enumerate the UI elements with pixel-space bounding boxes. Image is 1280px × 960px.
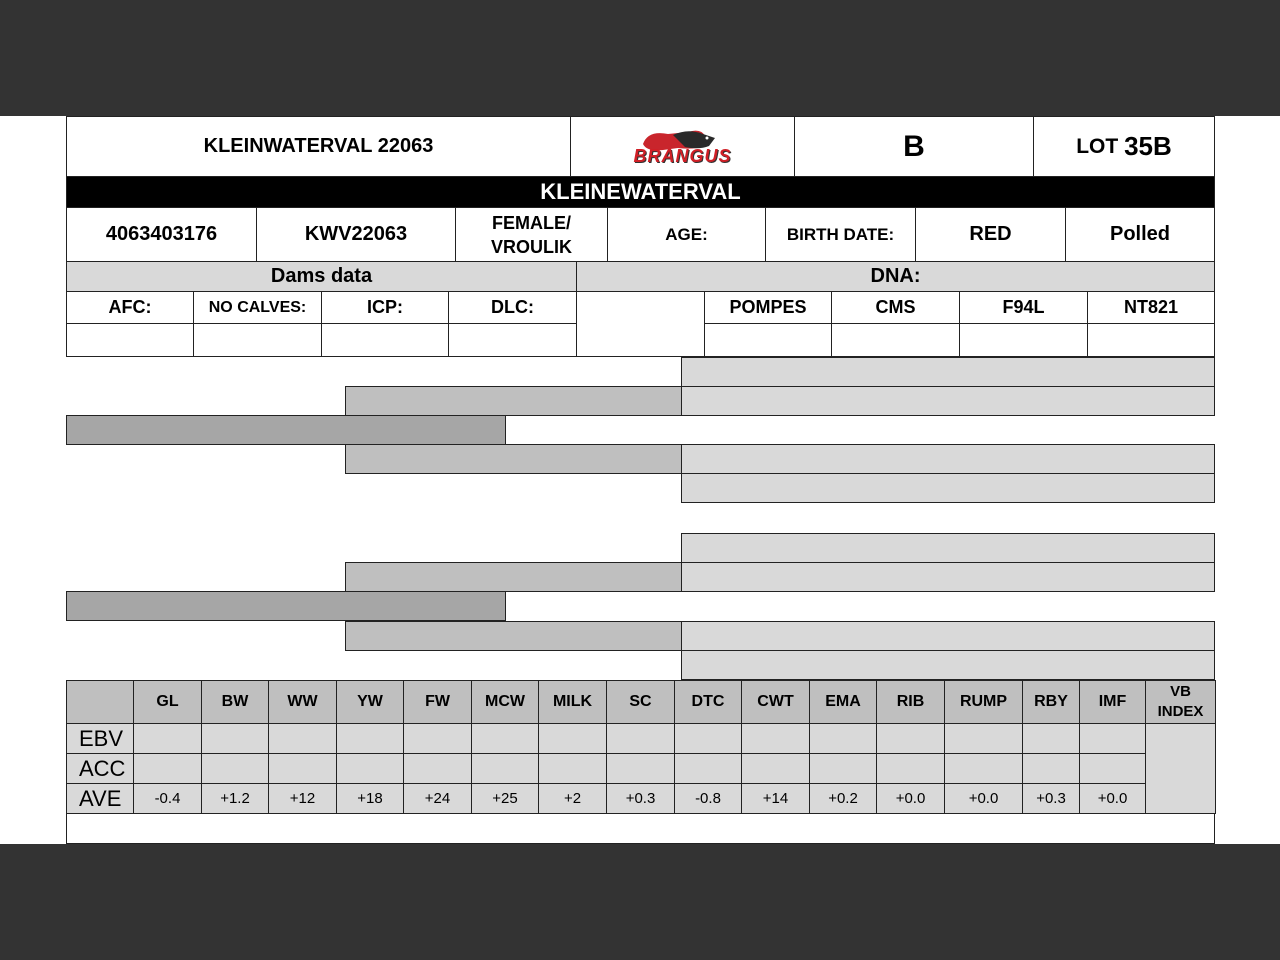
logo-wordmark: BRANGUS bbox=[633, 146, 732, 166]
dna-value-pompes bbox=[704, 323, 832, 357]
ebv-value-acc-dtc bbox=[674, 753, 742, 784]
ebv-header-gl: GL bbox=[133, 680, 202, 724]
ebv-value-ebv-bw bbox=[201, 723, 269, 754]
pedigree-ggs-1 bbox=[681, 357, 1215, 387]
ebv-value-ebv-sc bbox=[606, 723, 675, 754]
ebv-header-milk: MILK bbox=[538, 680, 607, 724]
ebv-value-acc-gl bbox=[133, 753, 202, 784]
tag-number: KWV22063 bbox=[256, 207, 456, 262]
dams-field-dlc: DLC: bbox=[448, 291, 577, 324]
ebv-header-ema: EMA bbox=[809, 680, 877, 724]
ebv-value-acc-yw bbox=[336, 753, 404, 784]
pedigree-gs-2 bbox=[345, 562, 682, 592]
ebv-row-label-ave: AVE bbox=[66, 783, 134, 814]
color-field: RED bbox=[915, 207, 1066, 262]
dams-value-no-calves bbox=[193, 323, 322, 357]
dna-title: DNA: bbox=[576, 261, 1215, 292]
pedigree-ggs-4 bbox=[681, 621, 1215, 651]
age-label: AGE: bbox=[607, 207, 766, 262]
horn-status: Polled bbox=[1065, 207, 1215, 262]
ebv-header-sc: SC bbox=[606, 680, 675, 724]
brangus-logo bbox=[570, 116, 795, 177]
pedigree-ggd-4 bbox=[681, 650, 1215, 680]
sex-field bbox=[455, 207, 608, 262]
ebv-value-ave-rump: +0.0 bbox=[944, 783, 1023, 814]
sex-af: VROULIK bbox=[491, 236, 572, 257]
dams-data-title: Dams data bbox=[66, 261, 577, 292]
ebv-header-imf: IMF bbox=[1079, 680, 1146, 724]
grade-badge: B bbox=[794, 116, 1034, 177]
ebv-value-ebv-gl bbox=[133, 723, 202, 754]
pedigree-sire bbox=[66, 415, 506, 445]
ebv-row-label-ebv: EBV bbox=[66, 723, 134, 754]
dams-value-icp bbox=[321, 323, 449, 357]
ebv-header-rib: RIB bbox=[876, 680, 945, 724]
ebv-vb-index-value bbox=[1145, 723, 1216, 814]
ebv-value-acc-ww bbox=[268, 753, 337, 784]
ebv-value-ebv-imf bbox=[1079, 723, 1146, 754]
ebv-value-ave-milk: +2 bbox=[538, 783, 607, 814]
ebv-value-ebv-rump bbox=[944, 723, 1023, 754]
ebv-value-ave-ww: +12 bbox=[268, 783, 337, 814]
ebv-value-ebv-cwt bbox=[741, 723, 810, 754]
ebv-header-cwt: CWT bbox=[741, 680, 810, 724]
ebv-header-yw: YW bbox=[336, 680, 404, 724]
ebv-header-rump: RUMP bbox=[944, 680, 1023, 724]
ebv-value-acc-mcw bbox=[471, 753, 539, 784]
ebv-value-ave-fw: +24 bbox=[403, 783, 472, 814]
lot-number bbox=[1033, 116, 1215, 177]
pedigree-ggs-3 bbox=[681, 533, 1215, 563]
ebv-value-acc-cwt bbox=[741, 753, 810, 784]
dna-test-nt821: NT821 bbox=[1087, 291, 1215, 324]
ebv-value-ebv-mcw bbox=[471, 723, 539, 754]
ebv-value-ebv-dtc bbox=[674, 723, 742, 754]
ebv-header-ww: WW bbox=[268, 680, 337, 724]
ebv-value-acc-fw bbox=[403, 753, 472, 784]
vb-index-line1: VB bbox=[1170, 683, 1191, 700]
vb-index-line2: INDEX bbox=[1157, 703, 1204, 720]
ebv-value-ave-dtc: -0.8 bbox=[674, 783, 742, 814]
ebv-value-ebv-yw bbox=[336, 723, 404, 754]
dna-test-pompes: POMPES bbox=[704, 291, 832, 324]
ebv-value-ebv-ww bbox=[268, 723, 337, 754]
ebv-value-ave-cwt: +14 bbox=[741, 783, 810, 814]
pedigree-gd-1 bbox=[345, 444, 682, 474]
ebv-corner-cell bbox=[66, 680, 134, 724]
birth-date-label: BIRTH DATE: bbox=[765, 207, 916, 262]
sex-en: FEMALE/ bbox=[492, 212, 571, 233]
ebv-value-ave-yw: +18 bbox=[336, 783, 404, 814]
dna-value-nt821 bbox=[1087, 323, 1215, 357]
pedigree-dam bbox=[66, 591, 506, 621]
ebv-value-acc-ema bbox=[809, 753, 877, 784]
ebv-value-ebv-fw bbox=[403, 723, 472, 754]
ebv-value-ebv-milk bbox=[538, 723, 607, 754]
lot-prefix: LOT bbox=[1076, 134, 1125, 158]
pedigree-ggd-1 bbox=[681, 386, 1215, 416]
lot-value: 35B bbox=[1124, 131, 1172, 161]
id-number: 4063403176 bbox=[66, 207, 257, 262]
ebv-header-vb-index bbox=[1145, 680, 1216, 724]
ebv-value-acc-bw bbox=[201, 753, 269, 784]
ebv-value-ave-sc: +0.3 bbox=[606, 783, 675, 814]
ebv-value-ave-gl: -0.4 bbox=[133, 783, 202, 814]
ebv-header-rby: RBY bbox=[1022, 680, 1080, 724]
dna-value-cms bbox=[831, 323, 960, 357]
pedigree-ggs-2 bbox=[681, 444, 1215, 474]
dna-test-cms: CMS bbox=[831, 291, 960, 324]
dna-test-f94l: F94L bbox=[959, 291, 1088, 324]
pedigree-gd-2 bbox=[345, 621, 682, 651]
breeder-banner: KLEINEWATERVAL bbox=[66, 176, 1215, 208]
ebv-value-ave-mcw: +25 bbox=[471, 783, 539, 814]
ebv-value-ebv-rby bbox=[1022, 723, 1080, 754]
ebv-value-ave-ema: +0.2 bbox=[809, 783, 877, 814]
ebv-value-acc-sc bbox=[606, 753, 675, 784]
ebv-value-acc-imf bbox=[1079, 753, 1146, 784]
dams-field-icp: ICP: bbox=[321, 291, 449, 324]
ebv-value-acc-rby bbox=[1022, 753, 1080, 784]
ebv-header-dtc: DTC bbox=[674, 680, 742, 724]
dams-field-no-calves: NO CALVES: bbox=[193, 291, 322, 324]
ebv-header-bw: BW bbox=[201, 680, 269, 724]
animal-title: KLEINWATERVAL 22063 bbox=[66, 116, 571, 177]
ebv-table bbox=[66, 680, 1215, 844]
ebv-value-ebv-rib bbox=[876, 723, 945, 754]
ebv-notes-row bbox=[66, 813, 1215, 844]
ebv-value-acc-milk bbox=[538, 753, 607, 784]
ebv-row-label-acc: ACC bbox=[66, 753, 134, 784]
sale-lot-card bbox=[0, 116, 1280, 844]
pedigree-gs-1 bbox=[345, 386, 682, 416]
dams-value-afc bbox=[66, 323, 194, 357]
pedigree-ggd-3 bbox=[681, 562, 1215, 592]
ebv-value-ebv-ema bbox=[809, 723, 877, 754]
ebv-value-ave-rib: +0.0 bbox=[876, 783, 945, 814]
dams-field-afc: AFC: bbox=[66, 291, 194, 324]
ebv-value-ave-bw: +1.2 bbox=[201, 783, 269, 814]
dna-blank-cell bbox=[576, 291, 705, 357]
ebv-value-acc-rump bbox=[944, 753, 1023, 784]
dams-value-dlc bbox=[448, 323, 577, 357]
ebv-header-mcw: MCW bbox=[471, 680, 539, 724]
pedigree-ggd-2 bbox=[681, 473, 1215, 503]
ebv-value-acc-rib bbox=[876, 753, 945, 784]
ebv-value-ave-rby: +0.3 bbox=[1022, 783, 1080, 814]
ebv-header-fw: FW bbox=[403, 680, 472, 724]
dna-value-f94l bbox=[959, 323, 1088, 357]
ebv-value-ave-imf: +0.0 bbox=[1079, 783, 1146, 814]
